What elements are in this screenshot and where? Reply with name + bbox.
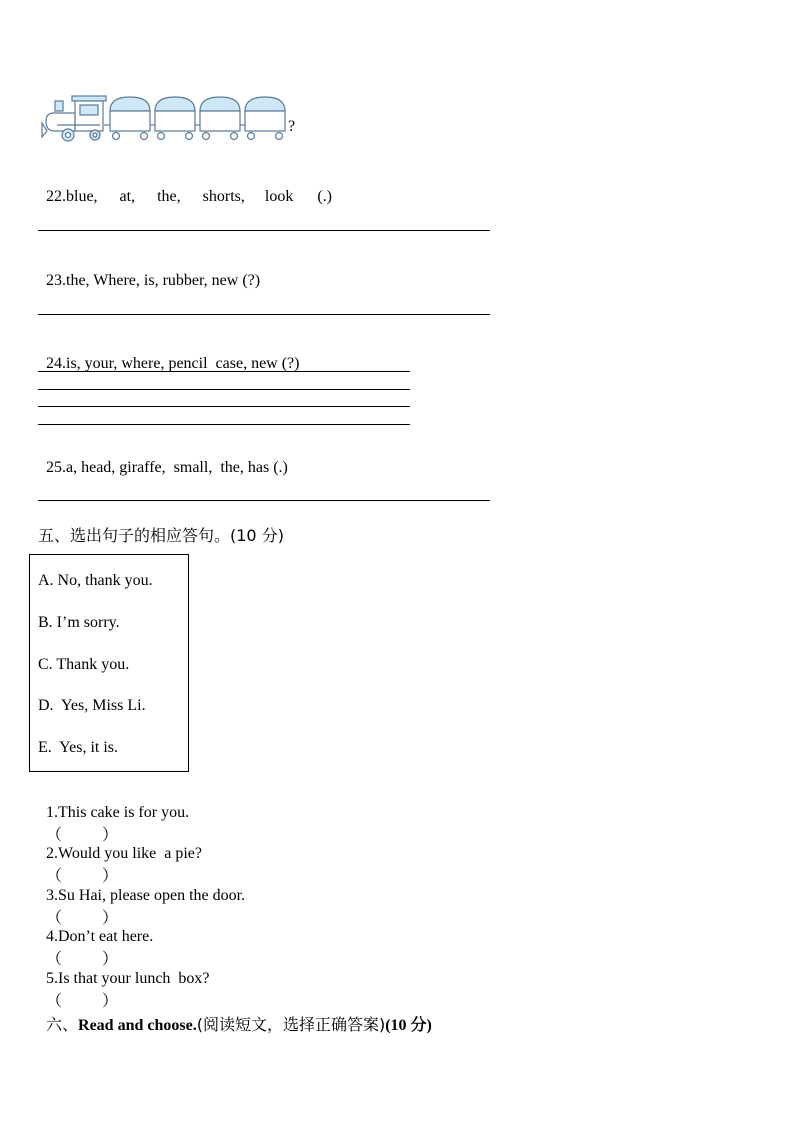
word-22-1: blue, xyxy=(66,188,98,205)
answer-blank-5[interactable]: （ ） xyxy=(46,993,119,1010)
section-6-heading xyxy=(38,994,432,1035)
word-22-3: the, xyxy=(157,188,181,205)
train-wagons xyxy=(110,97,285,140)
sentence-24 xyxy=(38,337,299,373)
sentence-22 xyxy=(38,170,332,206)
answer-line-24c[interactable] xyxy=(38,406,410,407)
train-question-mark: ? xyxy=(288,118,296,135)
section-6-score: (10 分) xyxy=(385,1017,432,1034)
answer-line-24b[interactable] xyxy=(38,389,410,390)
option-a: A. No, thank you. xyxy=(38,572,153,589)
options-box xyxy=(29,554,189,772)
sentence-25-text: a, head, giraffe, small, the, has (.) xyxy=(66,459,288,476)
section-6-title: Read and choose. xyxy=(78,1017,197,1034)
question-2-text: 2.Would you like a pie? xyxy=(46,845,203,862)
word-22-2: at, xyxy=(119,188,136,205)
sentence-23 xyxy=(38,254,260,290)
option-e: E. Yes, it is. xyxy=(38,739,119,756)
answer-line-24d[interactable] xyxy=(38,424,410,425)
sentence-24-number: 24. xyxy=(46,355,66,372)
answer-blank-1[interactable]: （ ） xyxy=(46,827,119,844)
sentence-23-text: the, Where, is, rubber, new (?) xyxy=(66,272,261,289)
answer-line-25[interactable] xyxy=(38,500,490,501)
question-4-text: 4.Don’t eat here. xyxy=(46,928,154,945)
sentence-25 xyxy=(38,441,288,477)
sentence-24-text: is, your, where, pencil case, new (?) xyxy=(66,355,300,372)
answer-line-22[interactable] xyxy=(38,230,490,231)
answer-blank-3[interactable]: （ ） xyxy=(46,910,119,927)
train-engine xyxy=(42,96,106,141)
sentence-22-number: 22. xyxy=(46,188,66,205)
sentence-25-number: 25. xyxy=(46,459,66,476)
option-d: D. Yes, Miss Li. xyxy=(38,697,146,714)
answer-line-24a[interactable] xyxy=(38,371,410,372)
question-3-text: 3.Su Hai, please open the door. xyxy=(46,887,246,904)
word-22-6: (.) xyxy=(317,188,332,205)
train-illustration xyxy=(40,93,302,148)
section-6-instruction: (阅读短文，选择正确答案) xyxy=(196,1015,386,1034)
word-22-4: shorts, xyxy=(202,188,245,205)
section-5-heading: 五、选出句子的相应答句。(10 分) xyxy=(38,526,284,545)
answer-line-23[interactable] xyxy=(38,314,490,315)
question-5-text: 5.Is that your lunch box? xyxy=(46,970,210,987)
word-22-5: look xyxy=(264,188,294,205)
answer-blank-4[interactable]: （ ） xyxy=(46,951,119,968)
option-c: C. Thank you. xyxy=(38,656,130,673)
question-1-text: 1.This cake is for you. xyxy=(46,804,190,821)
sentence-23-number: 23. xyxy=(46,272,66,289)
section-6-prefix: 六、 xyxy=(46,1015,79,1034)
answer-blank-2[interactable]: （ ） xyxy=(46,868,119,885)
option-b: B. I’m sorry. xyxy=(38,614,120,631)
